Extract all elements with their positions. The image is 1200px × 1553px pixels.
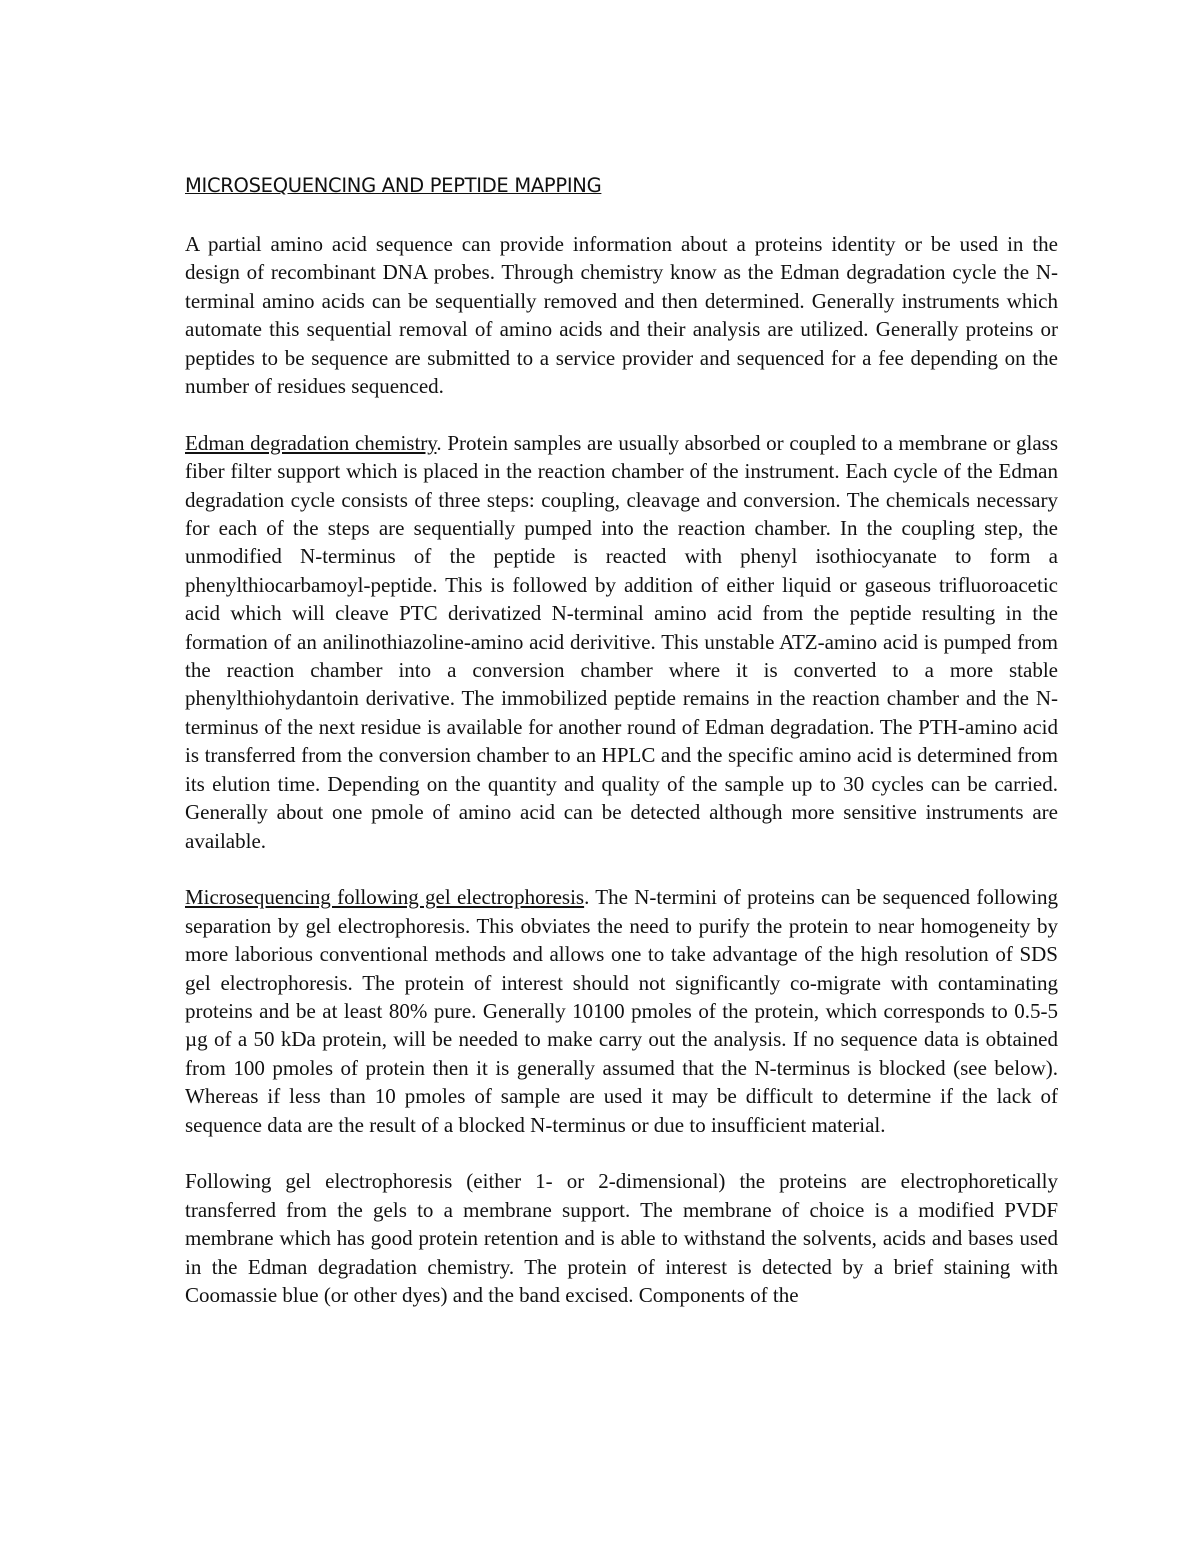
section-heading-microsequencing-gel: Microsequencing following gel electrophoresis: [185, 885, 585, 910]
document-title: MICROSEQUENCING AND PEPTIDE MAPPING: [185, 174, 602, 197]
section-heading-suffix: .: [436, 430, 442, 455]
paragraph-text: A partial amino acid sequence can provide information about a proteins identity or be used in the design of recombinant DNA probes. Through chemistry know as the Edman degradation cycle the N-terminal amino acids can be sequentially removed and then determined. Generally instruments which automate this sequential removal of amino acids and their analysis are utilized. Generally proteins or peptides to be sequence are submitted to a service provider and sequenced for a fee depending on the number of residues sequenced.: [185, 232, 1058, 399]
paragraph-intro: [185, 230, 1058, 400]
section-heading-suffix: .: [584, 885, 590, 910]
section-heading-edman-degradation: Edman degradation chemistry: [185, 430, 437, 455]
paragraph-edman-degradation: [185, 429, 1058, 855]
document-page: [185, 170, 1058, 1338]
paragraph-text: Following gel electrophoresis (either 1- or 2-dimensional) the proteins are electrophoretically transferred from the gels to a membrane support. The membrane of choice is a modified PVDF membrane which has good protein retention and is able to withstand the solvents, acids and bases used in the Edman degradation chemistry. The protein of interest is detected by a brief staining with Coomassie blue (or other dyes) and the band excised. Components of the: [185, 1169, 1058, 1307]
paragraph-text: Protein samples are usually absorbed or coupled to a membrane or glass fiber filter support which is placed in the reaction chamber of the instrument. Each cycle of the Edman degradation cycle consists of three steps: coupling, cleavage and conversion. The chemicals necessary for each of the steps are sequentially pumped into the reaction chamber. In the coupling step, the unmodified N-terminus of the peptide is reacted with phenyl isothiocyanate to form a phenylthiocarbamoyl-peptide. This is followed by addition of either liquid or gaseous trifluoroacetic acid which will cleave PTC derivatized N-terminal amino acid from the peptide resulting in the formation of an anilinothiazoline-amino acid derivitive. This unstable ATZ-amino acid is pumped from the reaction chamber into a conversion chamber where it is converted to a more stable phenylthiohydantoin derivative. The immobilized peptide remains in the reaction chamber and the N-terminus of the next residue is available for another round of Edman degradation. The PTH-amino acid is transferred from the conversion chamber to an HPLC and the specific amino acid is determined from its elution time. Depending on the quantity and quality of the sample up to 30 cycles can be carried. Generally about one pmole of amino acid can be detected although more sensitive instruments are available.: [185, 430, 1058, 853]
paragraph-text: The N-termini of proteins can be sequenced following separation by gel electrophoresis. This obviates the need to purify the protein to near homogeneity by more laborious conventional methods and allows one to take advantage of the high resolution of SDS gel electrophoresis. The protein of interest should not significantly co-migrate with contaminating proteins and be at least 80% pure. Generally 10100 pmoles of the protein, which corresponds to 0.5-5 µg of a 50 kDa protein, will be needed to make carry out the analysis. If no sequence data is obtained from 100 pmoles of protein then it is generally assumed that the N-terminus is blocked (see below). Whereas if less than 10 pmoles of sample are used it may be difficult to determine if the lack of sequence data are the result of a blocked N-terminus or due to insufficient material.: [185, 885, 1058, 1137]
paragraph-membrane-transfer: [185, 1167, 1058, 1309]
paragraph-microsequencing-gel: [185, 883, 1058, 1139]
